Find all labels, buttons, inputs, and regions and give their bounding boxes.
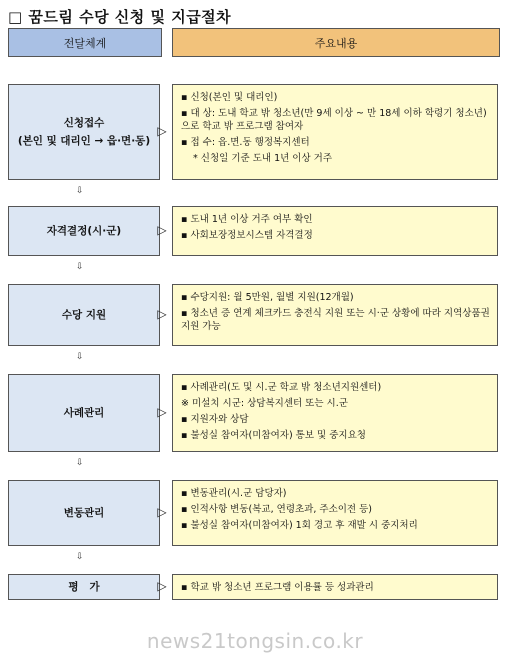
list-item: ▪ 신청(본인 및 대리인): [181, 92, 278, 103]
step-label-text: 수당 지원: [61, 309, 107, 321]
step-allowance-label: [8, 284, 160, 346]
down-arrow-icon: ⇩: [76, 186, 84, 196]
list-item: ▪ 불성실 참여자(미참여자) 통보 및 중지요청: [181, 430, 366, 441]
right-arrow-icon: ▷: [157, 579, 167, 593]
list-item: ▪ 사회보장정보시스템 자격결정: [181, 230, 313, 241]
list-item: ▪ 도내 1년 이상 거주 여부 확인: [181, 214, 313, 225]
right-arrow-icon: ▷: [157, 307, 167, 321]
step-label-text: 자격결정(시·군): [46, 225, 122, 237]
step-evaluation-label: [8, 574, 160, 600]
step-case-mgmt-label: [8, 374, 160, 452]
step-case-mgmt-content: [172, 374, 498, 452]
list-item: ▪ 사례관리(도 및 시.군 학교 밖 청소년지원센터): [181, 382, 382, 393]
step-allowance-content: [172, 284, 498, 346]
step-label-text: 사례관리: [63, 407, 105, 419]
list-item: ▪ 학교 밖 청소년 프로그램 이용률 등 성과관리: [181, 582, 374, 593]
list-item: ▪ 인적사항 변동(복교, 연령초과, 주소이전 등): [181, 504, 372, 515]
header-delivery-system: 전달체계: [8, 28, 162, 57]
step-eligibility-label: [8, 206, 160, 256]
step-label-text: 신청접수 (본인 및 대리인 → 읍·면·동): [17, 117, 151, 147]
down-arrow-icon: ⇩: [76, 458, 84, 468]
right-arrow-icon: ▷: [157, 405, 167, 419]
step-apply-content: [172, 84, 498, 180]
down-arrow-icon: ⇩: [76, 262, 84, 272]
note-item: ※ 미설치 시군: 상담복지센터 또는 시.군: [181, 398, 348, 409]
page-title: □ 꿈드림 수당 신청 및 지급절차: [8, 8, 232, 26]
list-item: ▪ 청소년 증 연계 체크카드 충전식 지원 또는 시·군 상황에 따라 지역상품권 지원 가능: [181, 308, 490, 332]
list-item: ▪ 지원자와 상담: [181, 414, 249, 425]
step-change-mgmt-label: [8, 480, 160, 546]
step-apply-label: [8, 84, 160, 180]
list-item: ▪ 불성실 참여자(미참여자) 1회 경고 후 재발 시 중지처리: [181, 520, 418, 531]
list-item: ▪ 대 상: 도내 학교 밖 청소년(만 9세 이상 ~ 만 18세 이하 학령기 청소년)으로 학교 밖 프로그램 참여자: [181, 108, 487, 132]
right-arrow-icon: ▷: [157, 124, 167, 138]
list-item: ▪ 수당지원: 월 5만원, 월별 지원(12개월): [181, 292, 354, 303]
right-arrow-icon: ▷: [157, 505, 167, 519]
header-main-content: 주요내용: [172, 28, 500, 57]
down-arrow-icon: ⇩: [76, 552, 84, 562]
step-change-mgmt-content: [172, 480, 498, 546]
list-item: ▪ 접 수: 읍.면.동 행정복지센터: [181, 137, 310, 148]
step-label-text: 평 가: [68, 581, 100, 593]
step-evaluation-content: [172, 574, 498, 600]
list-item: ▪ 변동관리(시.군 담당자): [181, 488, 287, 499]
right-arrow-icon: ▷: [157, 223, 167, 237]
step-eligibility-content: [172, 206, 498, 256]
note-item: * 신청일 기준 도내 1년 이상 거주: [193, 153, 333, 164]
watermark: news21tongsin.co.kr: [146, 629, 364, 653]
step-label-text: 변동관리: [63, 507, 105, 519]
down-arrow-icon: ⇩: [76, 352, 84, 362]
